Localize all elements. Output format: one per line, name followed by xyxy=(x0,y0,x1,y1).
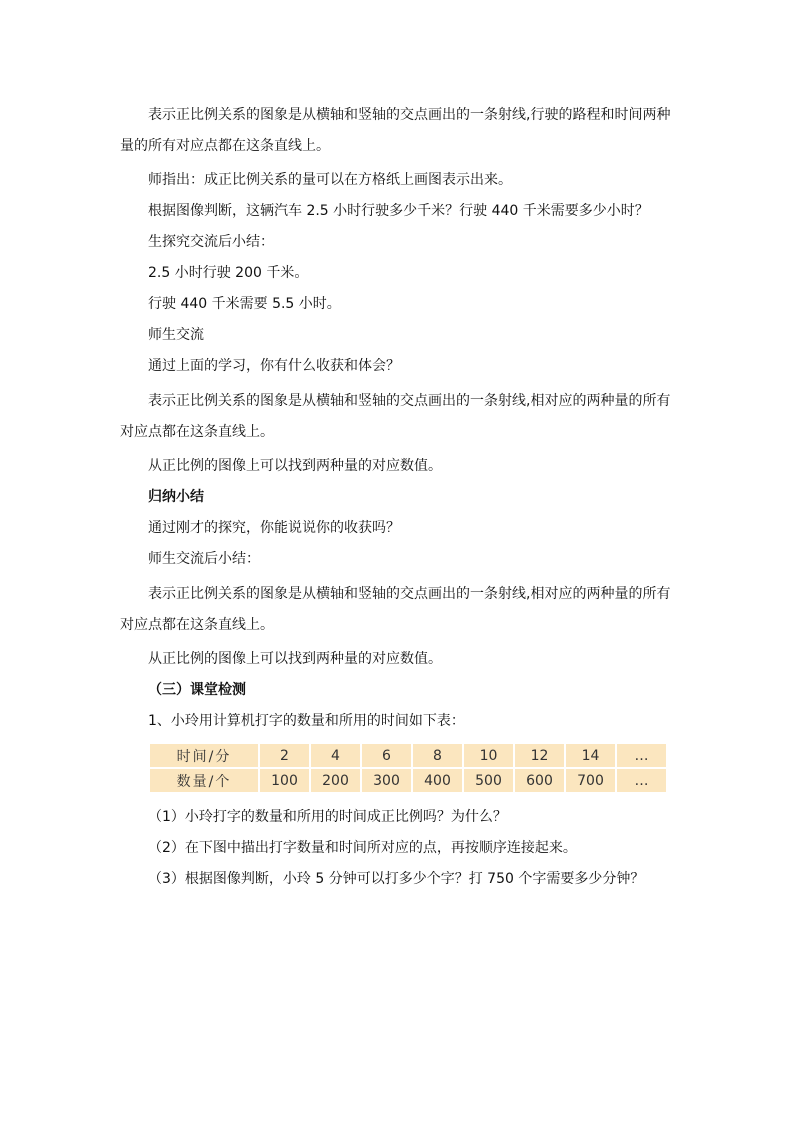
table-cell: 4 xyxy=(310,743,361,768)
paragraph-1: 表示正比例关系的图象是从横轴和竖轴的交点画出的一条射线,行驶的路程和时间两种量的所有对应点都在这条直线上。 xyxy=(120,107,671,154)
paragraph-7: 师生交流 xyxy=(148,327,204,343)
document-content xyxy=(120,100,680,900)
question-2: （2）在下图中描出打字数量和时间所对应的点，再按顺序连接起来。 xyxy=(148,840,577,856)
paragraph-2: 师指出：成正比例关系的量可以在方格纸上画图表示出来。 xyxy=(148,172,512,188)
exercise-1-intro: 1、小玲用计算机打字的数量和所用的时间如下表： xyxy=(148,713,465,729)
table-cell: 8 xyxy=(412,743,463,768)
table-cell: 200 xyxy=(310,768,361,793)
paragraph-12: 通过刚才的探究，你能说说你的收获吗？ xyxy=(148,520,400,536)
table-cell: 时间/分 xyxy=(149,743,259,768)
table-cell: 300 xyxy=(361,768,412,793)
section-heading-summary: 归纳小结 xyxy=(148,489,204,505)
typing-data-table xyxy=(148,742,668,794)
table-cell: 14 xyxy=(565,743,616,768)
paragraph-3: 根据图像判断，这辆汽车 2.5 小时行驶多少千米？行驶 440 千米需要多少小时？ xyxy=(148,203,649,219)
paragraph-10: 从正比例的图像上可以找到两种量的对应数值。 xyxy=(148,458,442,474)
paragraph-6: 行驶 440 千米需要 5.5 小时。 xyxy=(148,296,341,312)
table-cell: 12 xyxy=(514,743,565,768)
table-cell: 400 xyxy=(412,768,463,793)
table-row-time xyxy=(149,743,667,768)
table-cell: 10 xyxy=(463,743,514,768)
table-cell: 数量/个 xyxy=(149,768,259,793)
question-1: （1）小玲打字的数量和所用的时间成正比例吗？为什么？ xyxy=(148,809,507,825)
table-cell: … xyxy=(616,743,667,768)
paragraph-4: 生探究交流后小结： xyxy=(148,234,274,250)
table-cell: 500 xyxy=(463,768,514,793)
table-cell: 2 xyxy=(259,743,310,768)
typing-data-table-wrapper xyxy=(148,742,668,794)
paragraph-13: 师生交流后小结： xyxy=(148,551,260,567)
table-cell: 700 xyxy=(565,768,616,793)
paragraph-15: 从正比例的图像上可以找到两种量的对应数值。 xyxy=(148,651,442,667)
paragraph-14: 表示正比例关系的图象是从横轴和竖轴的交点画出的一条射线,相对应的两种量的所有对应点都在这条直线上。 xyxy=(120,586,671,633)
paragraph-5: 2.5 小时行驶 200 千米。 xyxy=(148,265,309,281)
section-heading-classroom-test: （三）课堂检测 xyxy=(148,682,246,698)
table-cell: 6 xyxy=(361,743,412,768)
paragraph-8: 通过上面的学习，你有什么收获和体会？ xyxy=(148,358,400,374)
table-row-count xyxy=(149,768,667,793)
question-3: （3）根据图像判断，小玲 5 分钟可以打多少个字？打 750 个字需要多少分钟？ xyxy=(148,871,645,887)
table-cell: 100 xyxy=(259,768,310,793)
table-cell: 600 xyxy=(514,768,565,793)
paragraph-9: 表示正比例关系的图象是从横轴和竖轴的交点画出的一条射线,相对应的两种量的所有对应点都在这条直线上。 xyxy=(120,393,671,440)
table-cell: … xyxy=(616,768,667,793)
